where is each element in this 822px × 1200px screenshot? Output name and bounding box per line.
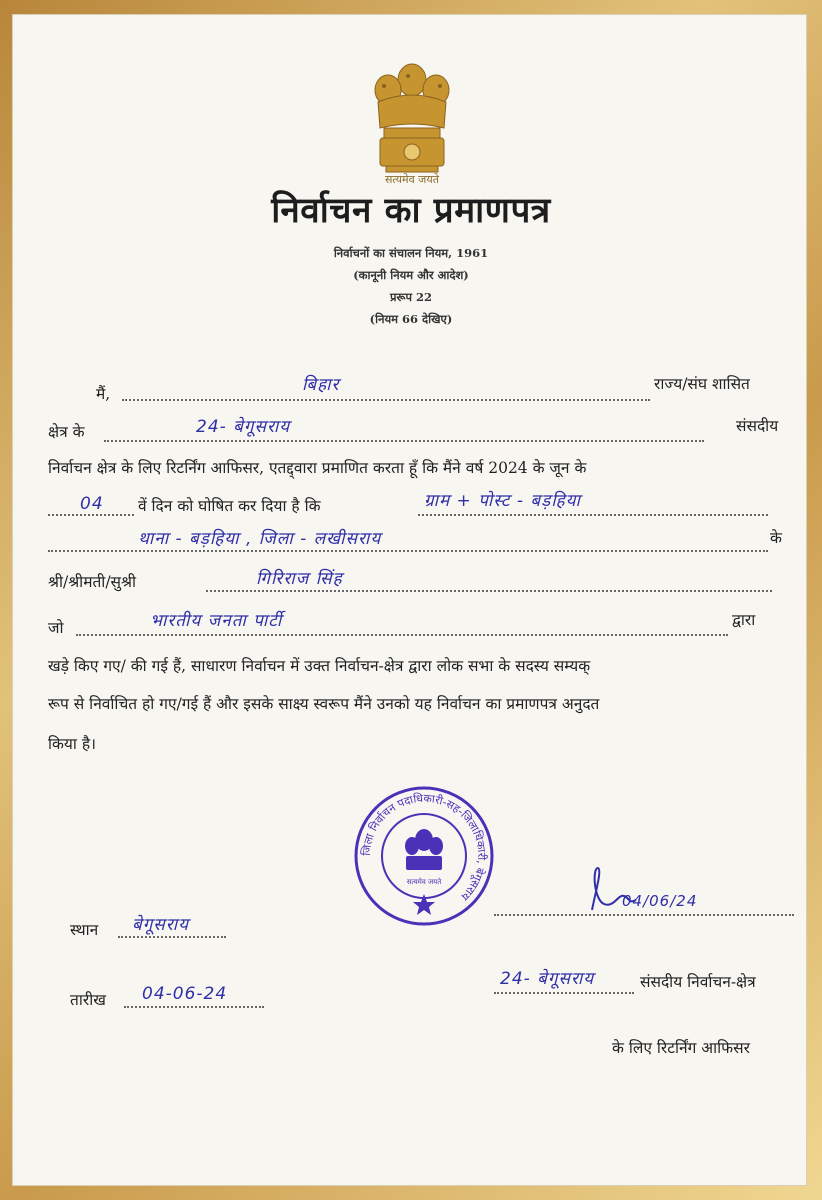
handwritten-candidate-name: गिरिराज सिंह	[256, 569, 343, 589]
text-parliamentary: संसदीय	[736, 417, 779, 435]
officer-signature-icon	[584, 860, 694, 920]
seal-ring-text: जिला निर्वाचन पदाधिकारी-सह-जिलाधिकारी, बेगूसराय	[359, 791, 489, 903]
text-by: द्वारा	[732, 611, 756, 629]
text-area-of: क्षेत्र के	[48, 423, 85, 441]
rules-line: निर्वाचनों का संचालन नियम, 1961	[333, 246, 489, 260]
text-body-line-8: खड़े किए गए/ की गई हैं, साधारण निर्वाचन में उक्त निर्वाचन-क्षेत्र द्वारा लोक सभा के सदस्य सम्यक्	[48, 657, 591, 675]
rules-sub-line: (कानूनी नियम और आदेश)	[353, 268, 469, 282]
see-rule-line: (नियम 66 देखिए)	[369, 312, 453, 326]
handwritten-sign-date: 04/06/24	[622, 892, 698, 910]
text-body-line-3: निर्वाचन क्षेत्र के लिए रिटर्निंग आफिसर, एतद्द्वारा प्रमाणित करता हूँ कि मैंने वर्ष 2024 के जून के	[48, 459, 587, 477]
dotted-line	[48, 514, 134, 516]
text-date-label: तारीख	[70, 991, 106, 1009]
dotted-line	[206, 590, 772, 592]
text-body-line-9: रूप से निर्वाचित हो गए/गई हैं और इसके साक्ष्य स्वरूप मैंने उनको यह निर्वाचन का प्रमाणपत्र अनुदत	[48, 695, 600, 713]
handwritten-constituency: 24- बेगूसराय	[196, 417, 291, 437]
text-who: जो	[48, 619, 64, 637]
text-state-ut: राज्य/संघ शासित	[654, 375, 750, 393]
handwritten-state: बिहार	[302, 375, 340, 395]
handwritten-address-2: थाना - बड़हिया , जिला - लखीसराय	[138, 529, 382, 549]
form-number: प्ररूप 22	[389, 290, 433, 304]
dotted-line	[118, 936, 226, 938]
national-emblem-icon	[364, 58, 460, 188]
emblem-motto: सत्यमेव जयते	[384, 173, 439, 186]
text-of: के	[770, 529, 782, 547]
text-body-line-10: किया है।	[48, 735, 96, 753]
handwritten-date: 04-06-24	[142, 984, 228, 1004]
seal-inner-text: सत्यमेव जयते	[406, 878, 442, 886]
official-seal-icon	[352, 784, 496, 928]
dotted-line	[418, 514, 768, 516]
dotted-line	[104, 440, 704, 442]
dotted-line	[48, 550, 768, 552]
dotted-line	[122, 399, 650, 401]
handwritten-party: भारतीय जनता पार्टी	[150, 611, 283, 631]
text-i: मैं,	[96, 385, 111, 403]
handwritten-place: बेगूसराय	[132, 915, 189, 935]
text-parliamentary-constituency: संसदीय निर्वाचन-क्षेत्र	[640, 973, 756, 991]
dotted-line	[76, 634, 728, 636]
dotted-line	[494, 914, 794, 916]
text-place-label: स्थान	[70, 921, 99, 939]
text-honorific: श्री/श्रीमती/सुश्री	[48, 573, 137, 591]
text-body-line-4: वें दिन को घोषित कर दिया है कि	[138, 497, 321, 515]
certificate-title: निर्वाचन का प्रमाणपत्र	[271, 190, 551, 231]
text-returning-officer: के लिए रिटर्निंग आफिसर	[612, 1039, 750, 1057]
dotted-line	[494, 992, 634, 994]
handwritten-address-1: ग्राम + पोस्ट - बड़हिया	[424, 491, 581, 511]
handwritten-day: 04	[80, 494, 104, 514]
handwritten-constituency-sign: 24- बेगूसराय	[500, 969, 595, 989]
dotted-line	[124, 1006, 264, 1008]
